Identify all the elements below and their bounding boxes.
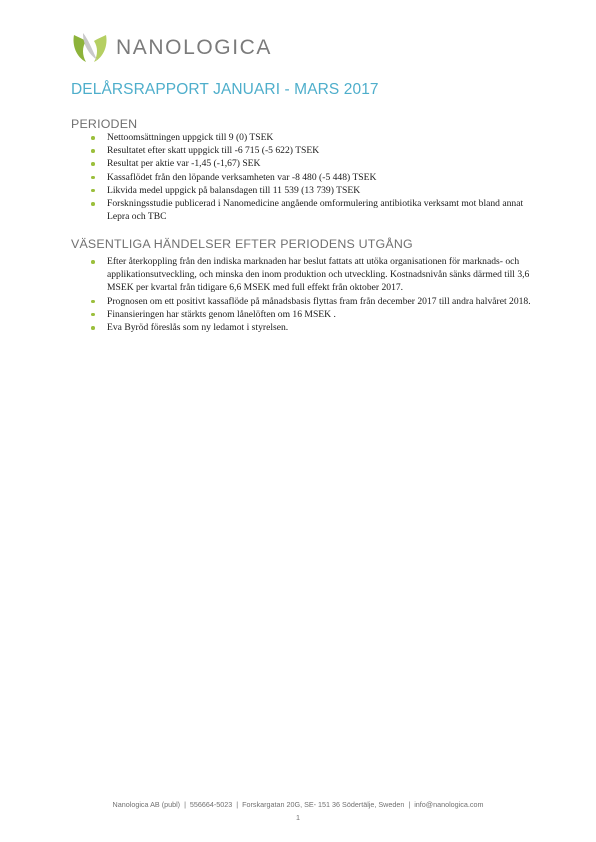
section-title-events-after-period: VÄSENTLIGA HÄNDELSER EFTER PERIODENS UTGÅNG xyxy=(71,237,413,251)
page-footer: Nanologica AB (publ) | 556664-5023 | Forskargatan 20G, SE- 151 36 Södertälje, Sweden | info@nanologica.com xyxy=(112,800,484,809)
section-title-perioden: PERIODEN xyxy=(71,117,138,131)
list-item: Forskningsstudie publicerad i Nanomedicine angående omformulering antibiotika verksamt mot bland annat Lepra och TBC xyxy=(91,197,531,223)
company-logo xyxy=(70,28,320,66)
logo-wordmark: NANOLOGICA xyxy=(116,35,273,59)
page-number: 1 xyxy=(296,813,300,822)
bullet-dot-icon xyxy=(91,326,95,330)
bullet-dot-icon xyxy=(91,260,95,264)
list-item: Resultatet efter skatt uppgick till -6 715 (-5 622) TSEK xyxy=(91,144,531,157)
list-item: Eva Byröd föreslås som ny ledamot i styrelsen. xyxy=(91,321,531,334)
bullet-dot-icon xyxy=(91,313,95,317)
bullet-dot-icon xyxy=(91,149,95,153)
perioden-bullet-list xyxy=(91,131,531,223)
bullet-dot-icon xyxy=(91,162,95,166)
list-item: Likvida medel uppgick på balansdagen till 11 539 (13 739) TSEK xyxy=(91,184,531,197)
list-item: Nettoomsättningen uppgick till 9 (0) TSEK xyxy=(91,131,531,144)
nanologica-leaf-logo-icon xyxy=(70,29,110,65)
list-item: Prognosen om ett positivt kassaflöde på månadsbasis flyttas fram från december 2017 till andra halvåret 2018. xyxy=(91,295,531,308)
document-title: DELÅRSRAPPORT JANUARI - MARS 2017 xyxy=(71,81,379,98)
events-bullet-list xyxy=(91,255,531,334)
bullet-dot-icon xyxy=(91,189,95,193)
bullet-dot-icon xyxy=(91,136,95,140)
list-item: Efter återkoppling från den indiska marknaden har beslut fattats att utöka organisationen för marknads- och applikationsutveckling, och minska den inom produktion och utveckling. Kostnadsnivån sänks därmed till 3,6 MSEK per kvartal från tidigare 6,6 MSEK med full effekt från oktober 2017. xyxy=(91,255,531,295)
bullet-dot-icon xyxy=(91,202,95,206)
bullet-dot-icon xyxy=(91,300,95,304)
list-item: Finansieringen har stärkts genom lånelöften om 16 MSEK . xyxy=(91,308,531,321)
list-item: Resultat per aktie var -1,45 (-1,67) SEK xyxy=(91,157,531,170)
bullet-dot-icon xyxy=(91,176,95,180)
list-item: Kassaflödet från den löpande verksamheten var -8 480 (-5 448) TSEK xyxy=(91,171,531,184)
